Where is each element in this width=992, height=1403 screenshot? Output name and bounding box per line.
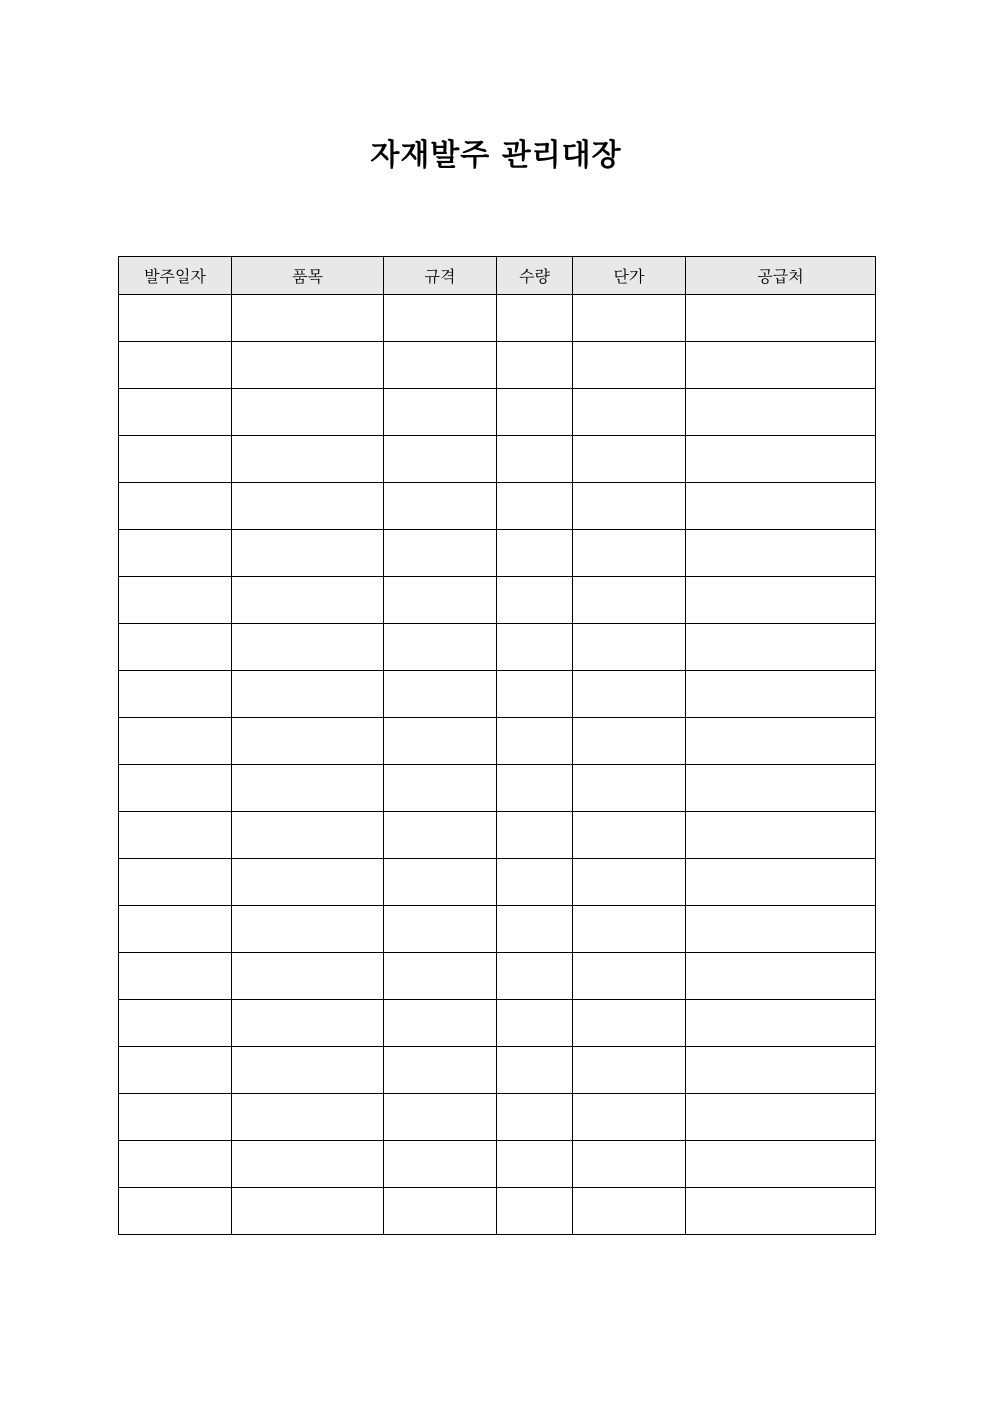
table-row (119, 624, 876, 671)
quantity-cell[interactable] (497, 295, 573, 342)
item-cell[interactable] (232, 389, 384, 436)
spec-cell[interactable] (384, 530, 497, 577)
table-row (119, 812, 876, 859)
table-row (119, 718, 876, 765)
table-row (119, 906, 876, 953)
order-date-cell[interactable] (119, 953, 232, 1000)
unit-price-cell[interactable] (573, 906, 686, 953)
item-cell[interactable] (232, 953, 384, 1000)
order-date-cell[interactable] (119, 1188, 232, 1235)
supplier-cell[interactable] (686, 765, 876, 812)
order-date-cell[interactable] (119, 483, 232, 530)
order-date-cell[interactable] (119, 812, 232, 859)
spec-cell[interactable] (384, 812, 497, 859)
order-date-cell[interactable] (119, 671, 232, 718)
quantity-cell[interactable] (497, 765, 573, 812)
supplier-cell[interactable] (686, 953, 876, 1000)
quantity-cell[interactable] (497, 342, 573, 389)
spec-cell[interactable] (384, 624, 497, 671)
order-date-cell[interactable] (119, 530, 232, 577)
unit-price-cell[interactable] (573, 389, 686, 436)
order-date-cell[interactable] (119, 1094, 232, 1141)
supplier-cell[interactable] (686, 530, 876, 577)
unit-price-cell[interactable] (573, 718, 686, 765)
item-cell[interactable] (232, 1047, 384, 1094)
quantity-cell[interactable] (497, 530, 573, 577)
table-row (119, 859, 876, 906)
header-row (119, 257, 876, 295)
supplier-cell[interactable] (686, 671, 876, 718)
supplier-cell[interactable] (686, 1094, 876, 1141)
unit-price-cell[interactable] (573, 436, 686, 483)
supplier-cell[interactable] (686, 389, 876, 436)
order-date-cell[interactable] (119, 577, 232, 624)
table-row (119, 530, 876, 577)
order-date-cell[interactable] (119, 1141, 232, 1188)
supplier-cell[interactable] (686, 812, 876, 859)
item-cell[interactable] (232, 765, 384, 812)
quantity-cell[interactable] (497, 953, 573, 1000)
table-row (119, 577, 876, 624)
table-row (119, 1141, 876, 1188)
order-date-cell[interactable] (119, 624, 232, 671)
unit-price-cell[interactable] (573, 859, 686, 906)
item-cell[interactable] (232, 812, 384, 859)
unit-price-cell[interactable] (573, 953, 686, 1000)
table-row (119, 953, 876, 1000)
unit-price-cell[interactable] (573, 812, 686, 859)
table-row (119, 389, 876, 436)
item-cell[interactable] (232, 483, 384, 530)
supplier-cell[interactable] (686, 436, 876, 483)
spec-cell[interactable] (384, 295, 497, 342)
header-unit-price: 단가 (573, 257, 686, 295)
spec-cell[interactable] (384, 906, 497, 953)
quantity-cell[interactable] (497, 906, 573, 953)
item-cell[interactable] (232, 1188, 384, 1235)
header-supplier: 공급처 (686, 257, 876, 295)
spec-cell[interactable] (384, 718, 497, 765)
unit-price-cell[interactable] (573, 577, 686, 624)
spec-cell[interactable] (384, 859, 497, 906)
quantity-cell[interactable] (497, 1000, 573, 1047)
table-row (119, 295, 876, 342)
supplier-cell[interactable] (686, 1188, 876, 1235)
supplier-cell[interactable] (686, 577, 876, 624)
spec-cell[interactable] (384, 1000, 497, 1047)
order-date-cell[interactable] (119, 295, 232, 342)
unit-price-cell[interactable] (573, 342, 686, 389)
unit-price-cell[interactable] (573, 1141, 686, 1188)
table-row (119, 671, 876, 718)
order-date-cell[interactable] (119, 1047, 232, 1094)
spec-cell[interactable] (384, 577, 497, 624)
item-cell[interactable] (232, 1000, 384, 1047)
supplier-cell[interactable] (686, 624, 876, 671)
item-cell[interactable] (232, 295, 384, 342)
quantity-cell[interactable] (497, 389, 573, 436)
item-cell[interactable] (232, 718, 384, 765)
quantity-cell[interactable] (497, 812, 573, 859)
quantity-cell[interactable] (497, 624, 573, 671)
unit-price-cell[interactable] (573, 624, 686, 671)
header-order-date: 발주일자 (119, 257, 232, 295)
header-quantity: 수량 (497, 257, 573, 295)
quantity-cell[interactable] (497, 436, 573, 483)
supplier-cell[interactable] (686, 483, 876, 530)
quantity-cell[interactable] (497, 483, 573, 530)
supplier-cell[interactable] (686, 859, 876, 906)
document-title: 자재발주 관리대장 (370, 138, 622, 173)
item-cell[interactable] (232, 671, 384, 718)
unit-price-cell[interactable] (573, 1094, 686, 1141)
supplier-cell[interactable] (686, 718, 876, 765)
item-cell[interactable] (232, 342, 384, 389)
spec-cell[interactable] (384, 1141, 497, 1188)
order-date-cell[interactable] (119, 389, 232, 436)
supplier-cell[interactable] (686, 1000, 876, 1047)
spec-cell[interactable] (384, 1047, 497, 1094)
item-cell[interactable] (232, 436, 384, 483)
spec-cell[interactable] (384, 483, 497, 530)
item-cell[interactable] (232, 1094, 384, 1141)
table-row (119, 1094, 876, 1141)
supplier-cell[interactable] (686, 295, 876, 342)
quantity-cell[interactable] (497, 671, 573, 718)
spec-cell[interactable] (384, 389, 497, 436)
unit-price-cell[interactable] (573, 1188, 686, 1235)
table-row (119, 436, 876, 483)
order-date-cell[interactable] (119, 718, 232, 765)
order-date-cell[interactable] (119, 1000, 232, 1047)
supplier-cell[interactable] (686, 906, 876, 953)
supplier-cell[interactable] (686, 342, 876, 389)
quantity-cell[interactable] (497, 1141, 573, 1188)
quantity-cell[interactable] (497, 1094, 573, 1141)
order-ledger-table (118, 256, 876, 1235)
spec-cell[interactable] (384, 436, 497, 483)
table-row (119, 1188, 876, 1235)
item-cell[interactable] (232, 906, 384, 953)
ledger-body (119, 295, 876, 1235)
header-spec: 규격 (384, 257, 497, 295)
supplier-cell[interactable] (686, 1047, 876, 1094)
table-row (119, 765, 876, 812)
item-cell[interactable] (232, 1141, 384, 1188)
item-cell[interactable] (232, 577, 384, 624)
unit-price-cell[interactable] (573, 295, 686, 342)
spec-cell[interactable] (384, 1188, 497, 1235)
spec-cell[interactable] (384, 342, 497, 389)
spec-cell[interactable] (384, 765, 497, 812)
spec-cell[interactable] (384, 1094, 497, 1141)
table-row (119, 1047, 876, 1094)
unit-price-cell[interactable] (573, 530, 686, 577)
order-date-cell[interactable] (119, 342, 232, 389)
quantity-cell[interactable] (497, 859, 573, 906)
header-item: 품목 (232, 257, 384, 295)
table-row (119, 342, 876, 389)
quantity-cell[interactable] (497, 718, 573, 765)
spec-cell[interactable] (384, 671, 497, 718)
quantity-cell[interactable] (497, 1188, 573, 1235)
quantity-cell[interactable] (497, 1047, 573, 1094)
table-row (119, 1000, 876, 1047)
spec-cell[interactable] (384, 953, 497, 1000)
unit-price-cell[interactable] (573, 483, 686, 530)
unit-price-cell[interactable] (573, 765, 686, 812)
unit-price-cell[interactable] (573, 1047, 686, 1094)
item-cell[interactable] (232, 859, 384, 906)
unit-price-cell[interactable] (573, 1000, 686, 1047)
order-date-cell[interactable] (119, 436, 232, 483)
order-date-cell[interactable] (119, 859, 232, 906)
unit-price-cell[interactable] (573, 671, 686, 718)
quantity-cell[interactable] (497, 577, 573, 624)
order-date-cell[interactable] (119, 906, 232, 953)
item-cell[interactable] (232, 624, 384, 671)
order-date-cell[interactable] (119, 765, 232, 812)
supplier-cell[interactable] (686, 1141, 876, 1188)
table-row (119, 483, 876, 530)
item-cell[interactable] (232, 530, 384, 577)
